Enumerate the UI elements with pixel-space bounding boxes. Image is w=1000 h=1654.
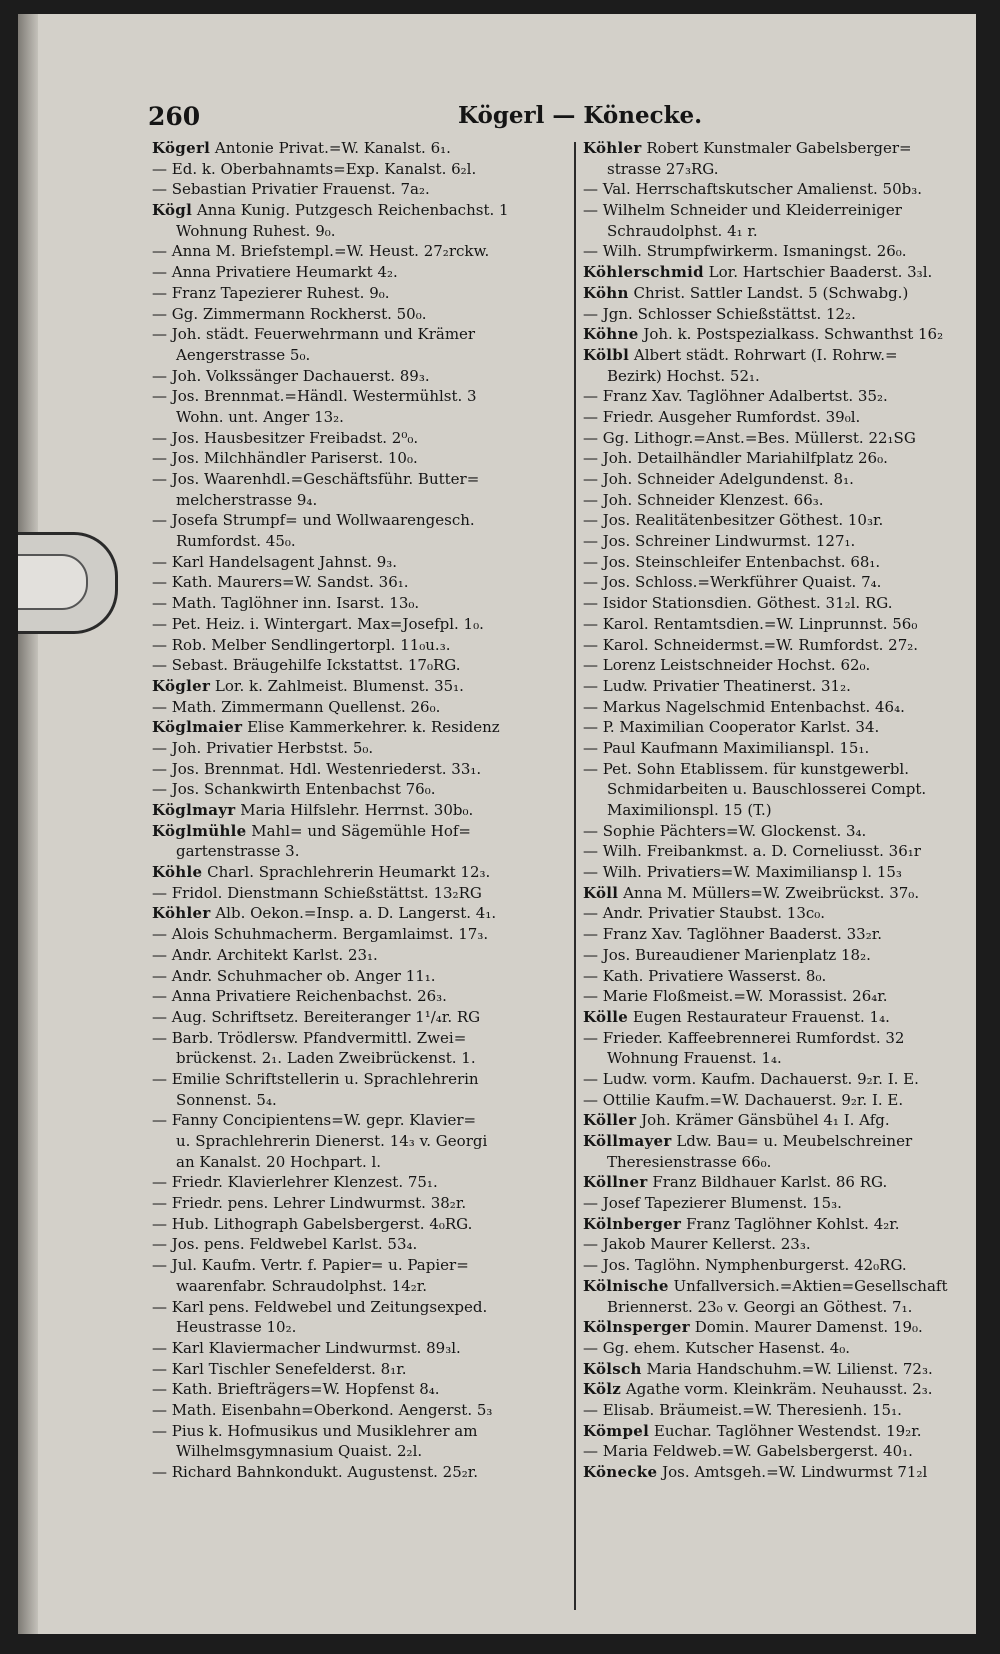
directory-entry <box>152 593 570 614</box>
directory-entry <box>152 759 570 780</box>
entry-text: — Isidor Stationsdien. Göthest. 31₂l. RG. <box>583 594 893 613</box>
entry-text: — Jos. pens. Feldwebel Karlst. 53₄. <box>152 1235 418 1254</box>
directory-entry <box>583 407 975 428</box>
entry-text: — Jos. Schankwirth Entenbachst 76₀. <box>152 780 436 799</box>
directory-entry <box>152 779 570 800</box>
entry-text: — Joh. Detailhändler Mariahilfplatz 26₀. <box>583 449 888 468</box>
directory-entry <box>583 924 975 945</box>
directory-entry <box>152 179 570 200</box>
entry-text: — Pet. Heiz. i. Wintergart. Max=Josefpl. 1₀. <box>152 614 484 633</box>
entry-text: — Barb. Trödlersw. Pfandvermittl. Zwei= <box>152 1028 467 1047</box>
entry-surname: Köhne <box>583 325 639 344</box>
entry-text: strasse 27₃RG. <box>607 159 719 178</box>
directory-entry <box>583 138 975 159</box>
entry-text: melcherstrasse 9₄. <box>176 490 318 509</box>
directory-entry <box>152 1255 570 1276</box>
directory-entry <box>152 614 570 635</box>
directory-entry <box>583 841 975 862</box>
entry-text: — Anna Privatiere Reichenbachst. 26₃. <box>152 987 447 1006</box>
entry-text: — Andr. Architekt Karlst. 23₁. <box>152 945 378 964</box>
entry-text: Franz Bildhauer Karlst. 86 RG. <box>647 1173 888 1192</box>
directory-entry <box>583 1338 975 1359</box>
directory-entry <box>152 324 570 345</box>
entry-text: — Friedr. pens. Lehrer Lindwurmst. 38₂r. <box>152 1194 467 1213</box>
entry-text: Unfallversich.=Aktien=Gesellschaft <box>668 1276 948 1295</box>
entry-text: — Jos. Steinschleifer Entenbachst. 68₁. <box>583 552 881 571</box>
entry-surname: Kölle <box>583 1007 629 1026</box>
entry-text: Wohnung Frauenst. 1₄. <box>607 1049 782 1068</box>
entry-surname: Kölnberger <box>583 1214 682 1233</box>
directory-entry <box>152 159 570 180</box>
entry-text: — Gg. ehem. Kutscher Hasenst. 4₀. <box>583 1338 851 1357</box>
entry-surname: Köglmaier <box>152 718 243 737</box>
directory-entry <box>152 821 570 842</box>
entry-text: Albert städt. Rohrwart (I. Rohrw.= <box>629 345 898 364</box>
entry-text: — Jos. Milchhändler Pariserst. 10₀. <box>152 449 418 468</box>
entry-text: waarenfabr. Schraudolphst. 14₂r. <box>176 1276 428 1295</box>
entry-text: — Math. Zimmermann Quellenst. 26₀. <box>152 697 441 716</box>
directory-entry <box>152 262 570 283</box>
entry-surname: Kögerl <box>152 139 211 157</box>
directory-entry <box>583 1152 975 1173</box>
entry-surname: Kögl <box>152 201 193 220</box>
entry-text: Heustrasse 10₂. <box>176 1318 297 1337</box>
page-header <box>18 102 976 136</box>
directory-entry <box>152 800 570 821</box>
entry-text: — Hub. Lithograph Gabelsbergerst. 4₀RG. <box>152 1214 473 1233</box>
entry-text: Maximilionspl. 15 (T.) <box>607 801 772 819</box>
directory-entry <box>583 800 975 821</box>
directory-entry <box>583 490 975 511</box>
entry-text: u. Sprachlehrerin Dienerst. 14₃ v. Georgi <box>176 1132 488 1150</box>
entry-text: — Joh. städt. Feuerwehrmann und Krämer <box>152 325 476 344</box>
directory-entry <box>152 1090 570 1111</box>
entry-text: — Anna Privatiere Heumarkt 4₂. <box>152 263 398 282</box>
directory-entry <box>583 1297 975 1318</box>
directory-entry <box>583 635 975 656</box>
directory-entry <box>583 1172 975 1193</box>
directory-entry <box>152 552 570 573</box>
directory-entry <box>152 717 570 738</box>
entry-text: Maria Hilfslehr. Herrnst. 30b₀. <box>235 801 474 819</box>
entry-text: Briennerst. 23₀ v. Georgi an Göthest. 7₁. <box>607 1297 913 1316</box>
entry-text: — Aug. Schriftsetz. Bereiteranger 1¹/₄r. RG <box>152 1007 481 1026</box>
directory-entry <box>583 1359 975 1380</box>
entry-text: — Elisab. Bräumeist.=W. Theresienh. 15₁. <box>583 1400 902 1419</box>
entry-text: — Alois Schuhmacherm. Bergamlaimst. 17₃. <box>152 925 489 944</box>
directory-entry <box>152 200 570 221</box>
directory-entry <box>583 159 975 180</box>
directory-page <box>18 14 976 1634</box>
directory-entry <box>583 366 975 387</box>
entry-text: Lor. Hartschier Baaderst. 3₃l. <box>703 263 933 282</box>
entry-surname: Köller <box>583 1111 637 1130</box>
entry-text: brückenst. 2₁. Laden Zweibrückenst. 1. <box>176 1049 476 1068</box>
entry-text: — Josef Tapezierer Blumenst. 15₃. <box>583 1194 842 1213</box>
directory-entry <box>152 1193 570 1214</box>
entry-text: Anna M. Müllers=W. Zweibrückst. 37₀. <box>618 883 920 902</box>
left-column <box>152 138 570 1483</box>
entry-text: — Franz Xav. Taglöhner Adalbertst. 35₂. <box>583 387 888 406</box>
directory-entry <box>583 676 975 697</box>
right-column <box>583 138 975 1483</box>
directory-entry <box>152 924 570 945</box>
entry-text: — Andr. Privatier Staubst. 13c₀. <box>583 904 826 923</box>
directory-entry <box>583 779 975 800</box>
entry-text: — Gg. Zimmermann Rockherst. 50₀. <box>152 304 427 323</box>
entry-surname: Köhler <box>152 904 211 923</box>
directory-entry <box>583 945 975 966</box>
entry-text: — Anna M. Briefstempl.=W. Heust. 27₂rckw. <box>152 242 490 261</box>
entry-text: Theresienstrasse 66₀. <box>607 1152 772 1171</box>
directory-entry <box>583 966 975 987</box>
entry-text: Sonnenst. 5₄. <box>176 1090 277 1109</box>
entry-surname: Kölnsperger <box>583 1318 690 1337</box>
directory-entry <box>152 1069 570 1090</box>
directory-entry <box>583 572 975 593</box>
directory-entry <box>152 883 570 904</box>
entry-text: Mahl= und Sägemühle Hof= <box>246 821 472 840</box>
directory-entry <box>583 821 975 842</box>
directory-entry <box>583 883 975 904</box>
directory-entry <box>152 1234 570 1255</box>
directory-entry <box>152 1110 570 1131</box>
entry-surname: Köhle <box>152 863 203 882</box>
directory-entry <box>583 1317 975 1338</box>
directory-entry <box>583 717 975 738</box>
entry-surname: Köglmühle <box>152 821 247 840</box>
directory-entry <box>152 138 570 159</box>
entry-text: Elise Kammerkehrer. k. Residenz <box>242 718 500 737</box>
entry-text: — Gg. Lithogr.=Anst.=Bes. Müllerst. 22₁SG <box>583 428 916 447</box>
entry-surname: Kölz <box>583 1380 622 1399</box>
directory-entry <box>152 1214 570 1235</box>
directory-entry <box>152 386 570 407</box>
entry-text: Rumfordst. 45₀. <box>176 532 296 551</box>
entry-text: — Jos. Schreiner Lindwurmst. 127₁. <box>583 532 856 551</box>
entry-text: — Jos. Schloss.=Werkführer Quaist. 7₄. <box>583 573 882 592</box>
entry-text: — Fanny Concipientens=W. gepr. Klavier= <box>152 1111 477 1130</box>
directory-entry <box>583 759 975 780</box>
entry-text: — Jos. Taglöhn. Nymphenburgerst. 42₀RG. <box>583 1256 907 1275</box>
directory-entry <box>152 1152 570 1173</box>
directory-entry <box>583 531 975 552</box>
entry-text: — Karl pens. Feldwebel und Zeitungsexped. <box>152 1297 488 1316</box>
directory-entry <box>152 655 570 676</box>
directory-entry <box>152 966 570 987</box>
directory-entry <box>583 386 975 407</box>
directory-entry <box>152 304 570 325</box>
entry-text: Wohn. unt. Anger 13₂. <box>176 407 344 426</box>
directory-entry <box>583 614 975 635</box>
page-number: 260 <box>148 102 201 131</box>
entry-text: — Wilh. Freibankmst. a. D. Corneliusst. 36₁r <box>583 842 921 861</box>
directory-entry <box>583 903 975 924</box>
directory-entry <box>583 1400 975 1421</box>
directory-entry <box>583 1234 975 1255</box>
directory-entry <box>583 262 975 283</box>
directory-entry <box>152 221 570 242</box>
entry-text: — Ludw. vorm. Kaufm. Dachauerst. 9₂r. I. E. <box>583 1069 919 1088</box>
entry-surname: Kögler <box>152 676 211 695</box>
entry-text: Joh. Krämer Gänsbühel 4₁ I. Afg. <box>636 1111 890 1130</box>
entry-text: — Wilh. Strumpfwirkerm. Ismaningst. 26₀. <box>583 242 907 261</box>
directory-entry <box>152 1462 570 1483</box>
entry-text: Franz Taglöhner Kohlst. 4₂r. <box>681 1214 900 1233</box>
directory-entry <box>152 531 570 552</box>
entry-text: — Jgn. Schlosser Schießstättst. 12₂. <box>583 304 856 323</box>
directory-entry <box>583 1421 975 1442</box>
directory-entry <box>152 1131 570 1152</box>
directory-entry <box>152 1338 570 1359</box>
entry-text: — Pius k. Hofmusikus und Musiklehrer am <box>152 1421 478 1440</box>
entry-text: Alb. Oekon.=Insp. a. D. Langerst. 4₁. <box>210 904 497 923</box>
entry-text: — Jakob Maurer Kellerst. 23₃. <box>583 1235 811 1254</box>
entry-text: — Josefa Strumpf= und Wollwaarengesch. <box>152 511 475 530</box>
entry-text: Schraudolphst. 4₁ r. <box>607 221 758 240</box>
entry-surname: Köll <box>583 883 619 902</box>
entry-text: — Math. Taglöhner inn. Isarst. 13₀. <box>152 594 420 613</box>
directory-entry <box>152 572 570 593</box>
directory-entry <box>152 1276 570 1297</box>
index-tab-inner <box>18 554 88 610</box>
entry-text: — Jos. Waarenhdl.=Geschäftsführ. Butter= <box>152 470 480 488</box>
entry-text: — Math. Eisenbahn=Oberkond. Aengerst. 5₃ <box>152 1400 493 1419</box>
entry-text: Wilhelmsgymnasium Quaist. 2₂l. <box>176 1442 423 1461</box>
entry-text: Robert Kunstmaler Gabelsberger= <box>641 139 912 157</box>
directory-entry <box>152 1359 570 1380</box>
entry-text: Wohnung Ruhest. 9₀. <box>176 221 336 240</box>
directory-entry <box>583 283 975 304</box>
entry-text: Charl. Sprachlehrerin Heumarkt 12₃. <box>202 863 491 882</box>
directory-entry <box>583 1462 975 1483</box>
entry-text: — Joh. Volkssänger Dachauerst. 89₃. <box>152 366 430 385</box>
entry-text: Maria Handschuhm.=W. Lilienst. 72₃. <box>641 1359 933 1378</box>
directory-entry <box>583 655 975 676</box>
entry-text: — Jos. Brennmat.=Händl. Westermühlst. 3 <box>152 387 477 406</box>
directory-entry <box>152 1007 570 1028</box>
entry-text: gartenstrasse 3. <box>176 842 300 861</box>
directory-entry <box>583 241 975 262</box>
directory-entry <box>152 1297 570 1318</box>
directory-entry <box>152 510 570 531</box>
directory-entry <box>583 221 975 242</box>
entry-text: — Friedr. Klavierlehrer Klenzest. 75₁. <box>152 1173 438 1192</box>
entry-text: — Joh. Schneider Klenzest. 66₃. <box>583 490 824 509</box>
directory-entry <box>583 1214 975 1235</box>
directory-entry <box>583 1276 975 1297</box>
directory-entry <box>583 862 975 883</box>
directory-entry <box>583 345 975 366</box>
directory-entry <box>152 676 570 697</box>
entry-surname: Kölsch <box>583 1359 642 1378</box>
column-divider <box>574 142 576 1610</box>
entry-text: — Friedr. Ausgeher Rumfordst. 39₀l. <box>583 407 861 426</box>
directory-entry <box>152 635 570 656</box>
directory-entry <box>152 903 570 924</box>
directory-entry <box>152 862 570 883</box>
entry-text: — Maria Feldweb.=W. Gabelsbergerst. 40₁. <box>583 1442 913 1461</box>
directory-entry <box>583 1131 975 1152</box>
entry-text: — Karl Klaviermacher Lindwurmst. 89₃l. <box>152 1338 461 1357</box>
directory-entry <box>152 428 570 449</box>
entry-text: Anna Kunig. Putzgesch Reichenbachst. 1 <box>192 201 509 220</box>
directory-entry <box>583 510 975 531</box>
directory-entry <box>152 1048 570 1069</box>
entry-text: — Marie Floßmeist.=W. Morassist. 26₄r. <box>583 987 888 1006</box>
directory-entry <box>583 1028 975 1049</box>
directory-entry <box>583 593 975 614</box>
directory-entry <box>583 304 975 325</box>
directory-entry <box>152 1379 570 1400</box>
entry-text: — Franz Tapezierer Ruhest. 9₀. <box>152 283 390 302</box>
entry-text: — Karl Handelsagent Jahnst. 9₃. <box>152 552 398 571</box>
entry-text: — Frieder. Kaffeebrennerei Rumfordst. 32 <box>583 1028 905 1047</box>
entry-text: — Karol. Rentamtsdien.=W. Linprunnst. 56₀ <box>583 614 918 633</box>
entry-text: Euchar. Taglöhner Westendst. 19₂r. <box>649 1421 922 1440</box>
directory-entry <box>152 697 570 718</box>
entry-text: — Jos. Realitätenbesitzer Göthest. 10₃r. <box>583 511 884 530</box>
entry-text: an Kanalst. 20 Hochpart. l. <box>176 1152 382 1171</box>
entry-text: — Jos. Hausbesitzer Freibadst. 2⁰₀. <box>152 428 419 447</box>
directory-entry <box>583 1110 975 1131</box>
directory-entry <box>583 1007 975 1028</box>
entry-text: — Wilh. Privatiers=W. Maximiliansp l. 15₃ <box>583 863 902 882</box>
entry-surname: Kölbl <box>583 345 630 364</box>
directory-entry <box>583 738 975 759</box>
directory-entry <box>152 407 570 428</box>
entry-text: — Val. Herrschaftskutscher Amalienst. 50b₃. <box>583 180 922 199</box>
directory-entry <box>583 697 975 718</box>
directory-entry <box>583 324 975 345</box>
directory-entry <box>583 1090 975 1111</box>
entry-text: — Emilie Schriftstellerin u. Sprachlehrerin <box>152 1069 479 1088</box>
directory-entry <box>583 1379 975 1400</box>
page-spine-shadow <box>18 14 38 1634</box>
entry-text: Aengerstrasse 5₀. <box>176 345 311 364</box>
entry-surname: Köhler <box>583 139 642 157</box>
entry-surname: Köhn <box>583 283 629 302</box>
entry-text: — Fridol. Dienstmann Schießstättst. 13₂RG <box>152 883 482 902</box>
entry-text: — Ludw. Privatier Theatinerst. 31₂. <box>583 676 851 695</box>
entry-text: — P. Maximilian Cooperator Karlst. 34. <box>583 718 880 737</box>
entry-surname: Köglmayr <box>152 801 236 819</box>
entry-text: — Sebastian Privatier Frauenst. 7a₂. <box>152 180 430 199</box>
entry-text: — Ottilie Kaufm.=W. Dachauerst. 9₂r. I. E. <box>583 1090 904 1109</box>
directory-entry <box>583 1255 975 1276</box>
entry-text: Bezirk) Hochst. 52₁. <box>607 366 760 385</box>
entry-text: — Karol. Schneidermst.=W. Rumfordst. 27₂. <box>583 635 919 654</box>
entry-text: Domin. Maurer Damenst. 19₀. <box>689 1318 923 1337</box>
directory-entry <box>152 945 570 966</box>
directory-entry <box>152 241 570 262</box>
entry-text: — Joh. Privatier Herbstst. 5₀. <box>152 738 374 757</box>
entry-surname: Köllmayer <box>583 1132 672 1150</box>
running-head: Kögerl — Könecke. <box>458 102 703 129</box>
entry-text: — Karl Tischler Senefelderst. 8₁r. <box>152 1359 407 1378</box>
entry-text: — Pet. Sohn Etablissem. für kunstgewerbl. <box>583 759 909 778</box>
directory-entry <box>583 200 975 221</box>
entry-text: — Paul Kaufmann Maximilianspl. 15₁. <box>583 738 870 757</box>
directory-entry <box>583 179 975 200</box>
directory-entry <box>583 1441 975 1462</box>
entry-text: Christ. Sattler Landst. 5 (Schwabg.) <box>628 283 909 302</box>
entry-text: — Sophie Pächters=W. Glockenst. 3₄. <box>583 821 867 840</box>
directory-entry <box>152 469 570 490</box>
entry-surname: Kömpel <box>583 1421 650 1440</box>
directory-entry <box>583 1069 975 1090</box>
directory-entry <box>152 1441 570 1462</box>
entry-text: — Sebast. Bräugehilfe Ickstattst. 17₀RG. <box>152 656 461 675</box>
entry-text: — Kath. Privatiere Wasserst. 8₀. <box>583 966 827 985</box>
directory-entry <box>152 1421 570 1442</box>
directory-entry <box>583 552 975 573</box>
entry-text: Lor. k. Zahlmeist. Blumenst. 35₁. <box>210 676 464 695</box>
entry-text: — Jos. Bureaudiener Marienplatz 18₂. <box>583 945 871 964</box>
directory-entry <box>583 1048 975 1069</box>
entry-surname: Köhlerschmid <box>583 263 704 282</box>
entry-text: Joh. k. Postspezialkass. Schwanthst 16₂ <box>638 325 944 344</box>
entry-text: — Kath. Briefträgers=W. Hopfenst 8₄. <box>152 1380 440 1399</box>
entry-text: — Lorenz Leistschneider Hochst. 62₀. <box>583 656 871 675</box>
directory-entry <box>152 448 570 469</box>
directory-entry <box>583 986 975 1007</box>
entry-text: — Andr. Schuhmacher ob. Anger 11₁. <box>152 966 436 985</box>
directory-entry <box>152 1400 570 1421</box>
directory-entry <box>152 841 570 862</box>
directory-entry <box>583 469 975 490</box>
directory-entry <box>152 490 570 511</box>
directory-entry <box>152 366 570 387</box>
entry-text: Antonie Privat.=W. Kanalst. 6₁. <box>210 139 451 157</box>
entry-text: — Wilhelm Schneider und Kleiderreiniger <box>583 201 902 220</box>
directory-entry <box>152 986 570 1007</box>
directory-entry <box>583 428 975 449</box>
entry-surname: Könecke <box>583 1463 658 1481</box>
entry-text: Eugen Restaurateur Frauenst. 1₄. <box>628 1007 890 1026</box>
entry-surname: Köllner <box>583 1173 648 1192</box>
entry-text: — Joh. Schneider Adelgundenst. 8₁. <box>583 470 854 488</box>
entry-text: Jos. Amtsgeh.=W. Lindwurmst 71₂l <box>657 1463 928 1481</box>
entry-text: — Jul. Kaufm. Vertr. f. Papier= u. Papier= <box>152 1256 469 1275</box>
directory-entry <box>152 738 570 759</box>
directory-entry <box>583 448 975 469</box>
directory-entry <box>152 1317 570 1338</box>
directory-entry <box>152 345 570 366</box>
entry-text: Ldw. Bau= u. Meubelschreiner <box>671 1132 913 1150</box>
entry-text: — Franz Xav. Taglöhner Baaderst. 33₂r. <box>583 925 883 944</box>
entry-text: — Ed. k. Oberbahnamts=Exp. Kanalst. 6₂l. <box>152 159 477 178</box>
entry-text: — Jos. Brennmat. Hdl. Westenriederst. 33₁. <box>152 759 482 778</box>
directory-entry <box>152 283 570 304</box>
entry-surname: Kölnische <box>583 1276 669 1295</box>
entry-text: — Kath. Maurers=W. Sandst. 36₁. <box>152 573 409 592</box>
entry-text: — Richard Bahnkondukt. Augustenst. 25₂r. <box>152 1463 479 1481</box>
entry-text: — Markus Nagelschmid Entenbachst. 46₄. <box>583 697 905 716</box>
directory-entry <box>152 1028 570 1049</box>
directory-entry <box>152 1172 570 1193</box>
entry-text: Schmidarbeiten u. Bauschlosserei Compt. <box>607 780 927 799</box>
entry-text: Agathe vorm. Kleinkräm. Neuhausst. 2₃. <box>621 1380 933 1399</box>
entry-text: — Rob. Melber Sendlingertorpl. 11₀u.₃. <box>152 635 451 654</box>
directory-entry <box>583 1193 975 1214</box>
